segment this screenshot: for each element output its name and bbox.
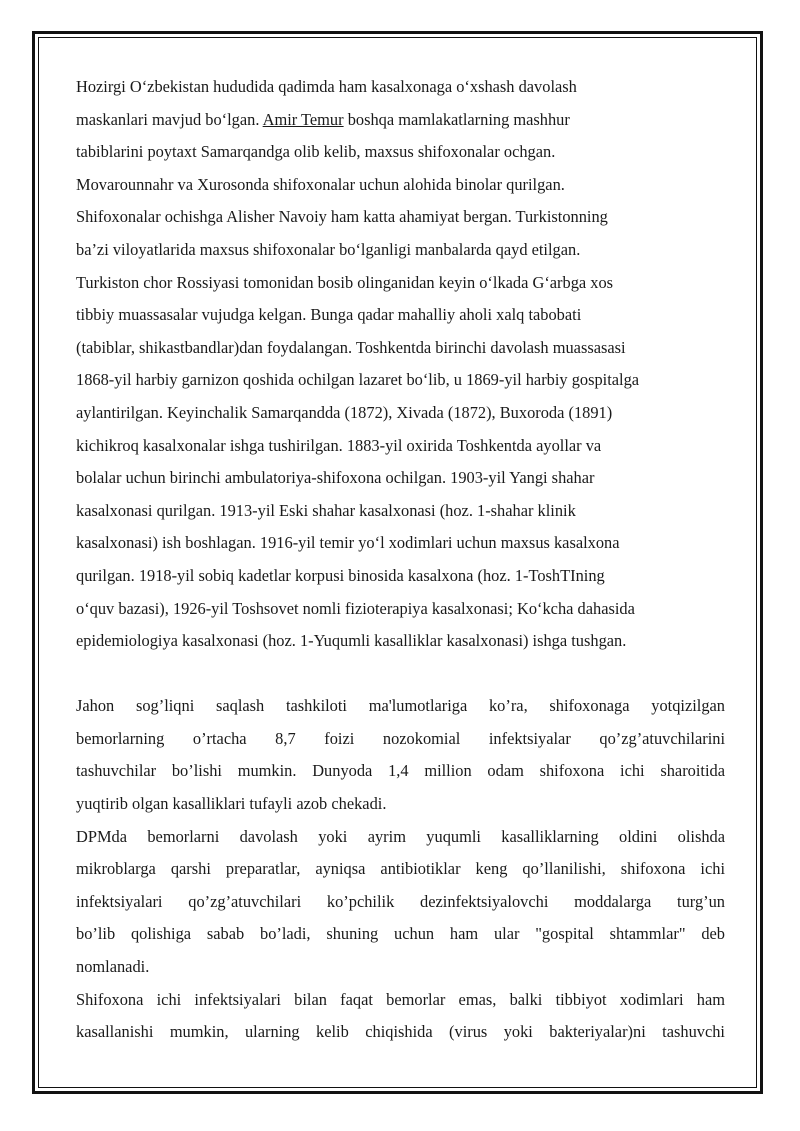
text-line: ba’zi viloyatlarida maxsus shifoxonalar bo‘lganligi manbalarda qayd etilgan. [76,239,581,259]
paragraph-medical-staff [76,984,725,1049]
paragraph-who-statistics [76,690,725,820]
text-fragment: boshqa mamlakatlarning mashhur [343,109,570,129]
text-line: kasalxonasi) ish boshlagan. 1916-yil temir yo‘l xodimlari uchun maxsus kasalxona [76,533,620,553]
amir-temur-link[interactable]: Amir Temur [262,109,344,129]
text-line: Movarounnahr va Xurosonda shifoxonalar uchun alohida binolar qurilgan. [76,174,565,194]
text-line: tabiblarini poytaxt Samarqandga olib kelib, maxsus shifoxonalar ochgan. [76,142,556,162]
text-line: 1868-yil harbiy garnizon qoshida ochilgan lazaret bo‘lib, u 1869-yil harbiy gospitalga [76,370,640,390]
text-line: nomlanadi. [76,957,150,977]
text-line: epidemiologiya kasalxonasi (hoz. 1-Yuqumli kasalliklar kasalxonasi) ishga tushgan. [76,631,627,651]
text-line: aylantirilgan. Keyinchalik Samarqandda (1872), Xivada (1872), Buxoroda (1891) [76,402,613,422]
text-line: Turkiston chor Rossiyasi tomonidan bosib olinganidan keyin o‘lkada G‘arbga xos [76,272,614,292]
text-line: mikroblarga qarshi preparatlar, ayniqsa antibiotiklar keng qo’llanilishi, shifoxona ichi [76,859,725,879]
text-line: tashuvchilar bo’lishi mumkin. Dunyoda 1,4 million odam shifoxona ichi sharoitida [76,761,725,781]
text-line: Shifoxonalar ochishga Alisher Navoiy ham katta ahamiyat bergan. Turkistonning [76,207,608,227]
text-line: Jahon sog’liqni saqlash tashkiloti ma'lumotlariga ko’ra, shifoxonaga yotqizilgan [76,696,725,716]
text-line: Shifoxona ichi infektsiyalari bilan faqat bemorlar emas, balki tibbiyot xodimlari ham [76,989,725,1009]
text-line: infektsiyalari qo’zg’atuvchilari ko’pchilik dezinfektsiyalovchi moddalarga turg’un [76,891,725,911]
text-line [76,104,725,137]
text-line: bo’lib qolishiga sabab bo’ladi, shuning uchun ham ular "gospital shtammlar" deb [76,924,725,944]
text-line: bemorlarning o’rtacha 8,7 foizi nozokomial infektsiyalar qo’zg’atuvchilarini [76,728,725,748]
text-line: tibbiy muassasalar vujudga kelgan. Bunga qadar mahalliy aholi xalq tabobati [76,305,582,325]
text-line: kasalxonasi qurilgan. 1913-yil Eski shahar kasalxonasi (hoz. 1-shahar klinik [76,500,576,520]
text-line: kichikroq kasalxonalar ishga tushirilgan. 1883-yil oxirida Toshkentda ayollar va [76,435,602,455]
text-line: qurilgan. 1918-yil sobiq kadetlar korpusi binosida kasalxona (hoz. 1-ToshTIning [76,565,605,585]
paragraph-spacer [76,658,725,691]
text-fragment: maskanlari mavjud bo‘lgan. [76,109,263,129]
text-line: DPMda bemorlarni davolash yoki ayrim yuqumli kasalliklarning oldini olishda [76,826,725,846]
text-line: Hozirgi O‘zbekistan hududida qadimda ham kasalxonaga o‘xshash davolash [76,77,577,96]
text-line: (tabiblar, shikastbandlar)dan foydalangan. Toshkentda birinchi davolash muassasasi [76,337,626,357]
text-line: kasallanishi mumkin, ularning kelib chiqishida (virus yoki bakteriyalar)ni tashuvchi [76,1022,725,1042]
text-line: o‘quv bazasi), 1926-yil Toshsovet nomli fizioterapiya kasalxonasi; Ko‘kcha dahasida [76,598,635,618]
paragraph-history [76,71,725,658]
paragraph-antibiotics [76,821,725,984]
document-body [76,71,725,1049]
text-line: bolalar uchun birinchi ambulatoriya-shifoxona ochilgan. 1903-yil Yangi shahar [76,468,595,488]
text-line: yuqtirib olgan kasalliklari tufayli azob chekadi. [76,794,387,814]
